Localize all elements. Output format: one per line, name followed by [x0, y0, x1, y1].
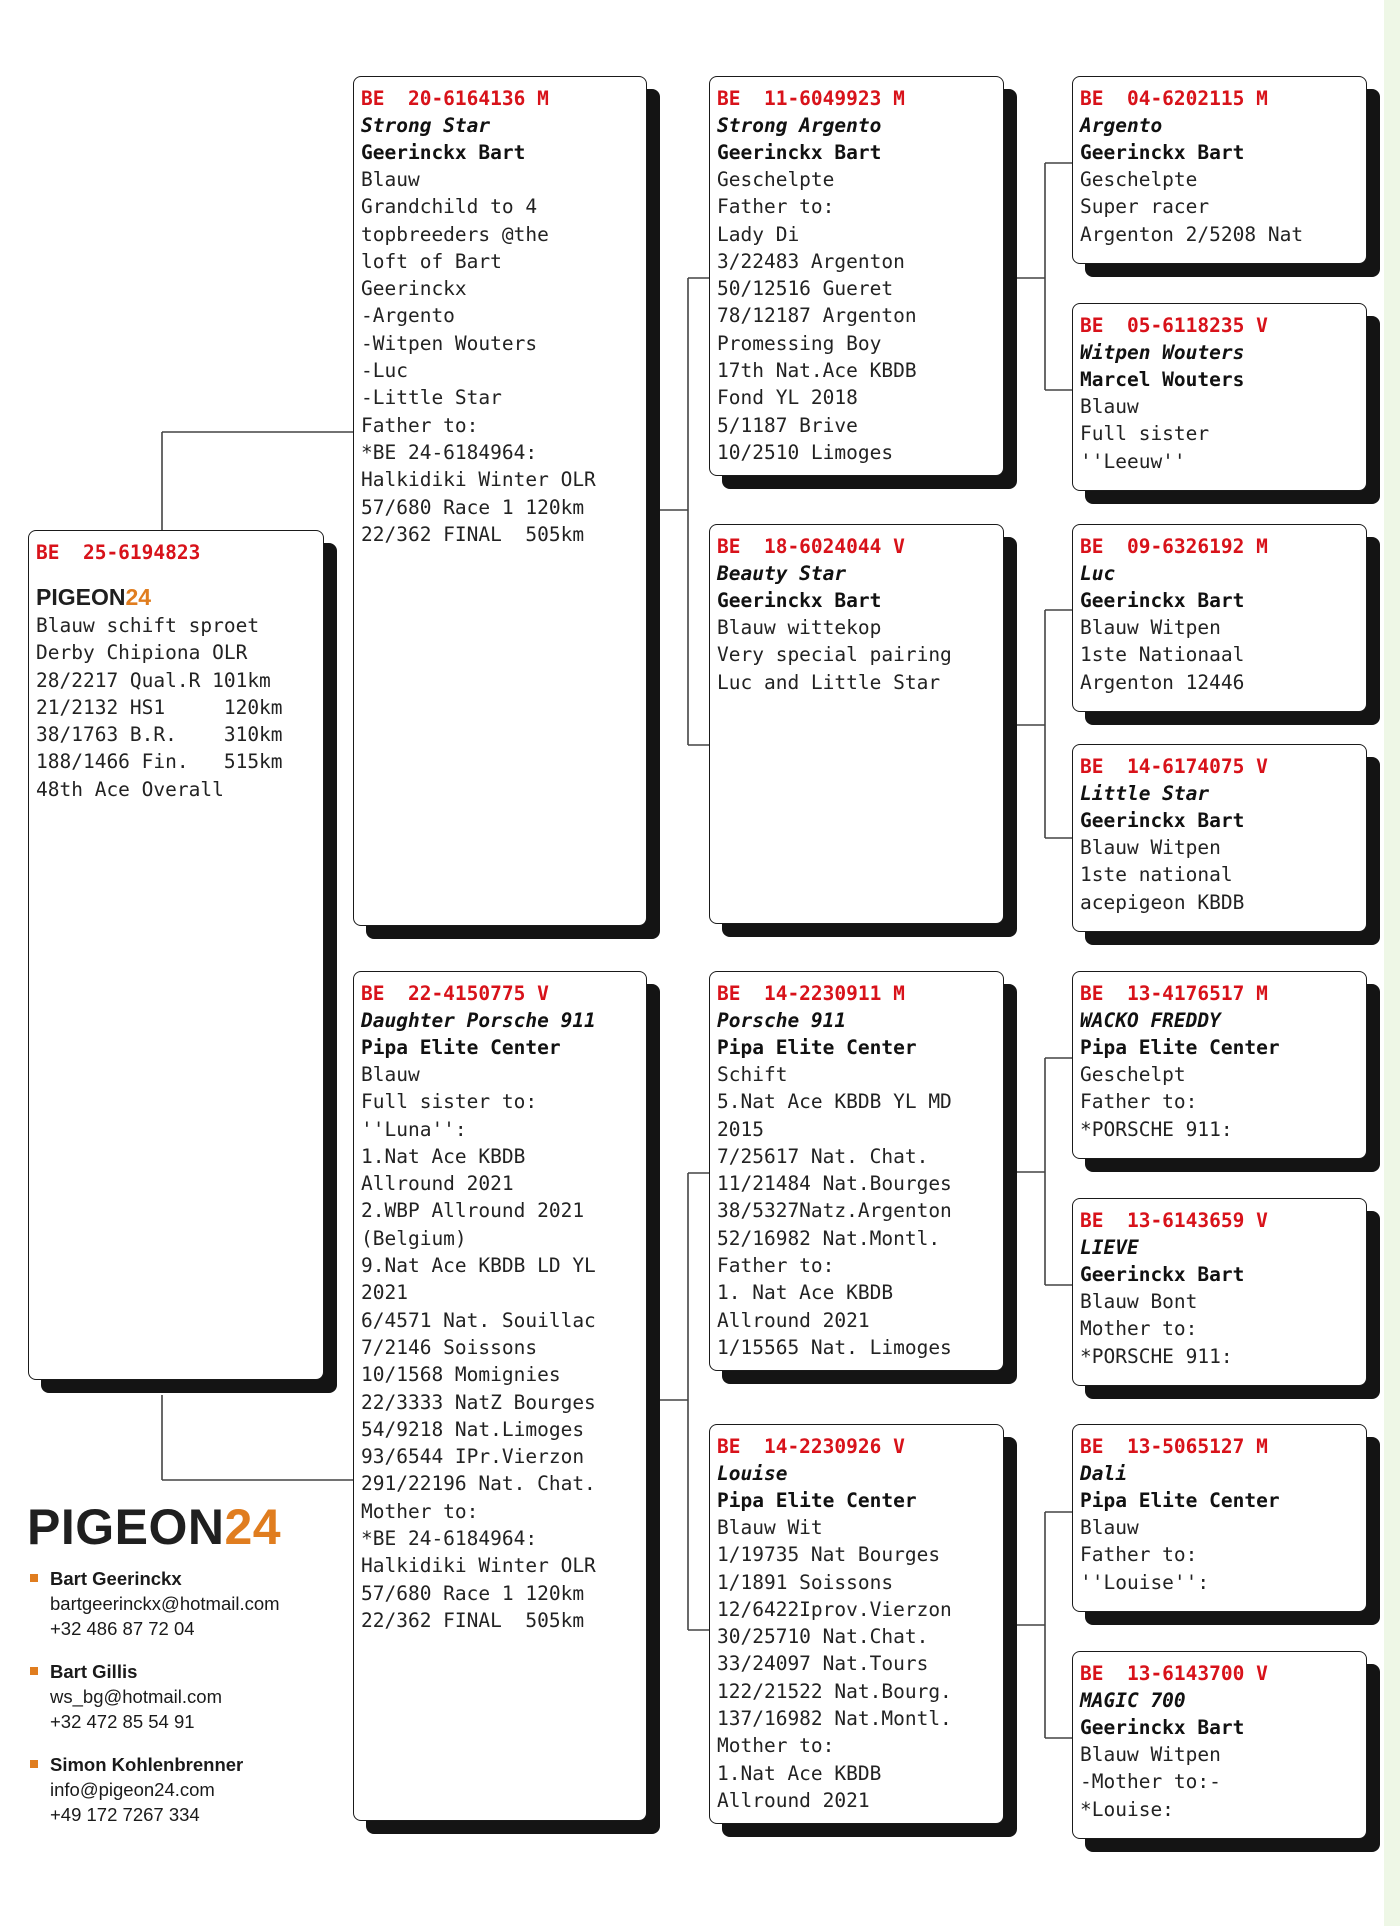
subject-card	[28, 530, 324, 1380]
detail-line: 7/2146 Soissons	[361, 1335, 538, 1359]
dam-sire-ring-number: BE 14-2230911 M	[717, 982, 905, 1005]
sire-sire-card	[709, 76, 1004, 476]
detail-line: Allround 2021	[717, 1788, 870, 1812]
detail-line: 11/21484 Nat.Bourges	[717, 1172, 952, 1196]
detail-line: 12/6422Iprov.Vierzon	[717, 1597, 952, 1621]
gg4-breeder: Geerinckx Bart	[1080, 809, 1245, 832]
detail-line: Mother to:	[717, 1734, 835, 1758]
gg6-details	[1080, 1288, 1359, 1370]
detail-line: Schift	[717, 1063, 788, 1086]
detail-line: -Little Star	[361, 386, 502, 410]
detail-line: 57/680 Race 1 120km	[361, 495, 585, 519]
detail-line: 1/19735 Nat Bourges	[717, 1543, 941, 1567]
detail-line: Full sister to:	[361, 1090, 538, 1114]
detail-line: Mother to:	[361, 1499, 479, 1523]
gg4-details	[1080, 834, 1359, 916]
detail-line: 2021	[361, 1281, 408, 1305]
detail-line: Luc and Little Star	[717, 670, 941, 694]
gg4-name: Little Star	[1080, 782, 1210, 805]
detail-line: 5/1187 Brive	[717, 413, 858, 437]
detail-line: Father to:	[717, 195, 835, 219]
sire-dam-breeder: Geerinckx Bart	[717, 589, 882, 612]
detail-line: Father to:	[1080, 1090, 1198, 1114]
sire-card	[353, 76, 647, 926]
dam-ring-number: BE 22-4150775 V	[361, 982, 549, 1005]
detail-line: Grandchild to 4	[361, 195, 538, 219]
sire-sire-details	[717, 166, 996, 466]
detail-line: 1/1891 Soissons	[717, 1570, 894, 1594]
dam-name: Daughter Porsche 911	[361, 1009, 596, 1032]
detail-line: Geerinckx	[361, 277, 467, 301]
dam-dam-name: Louise	[717, 1462, 788, 1485]
detail-line: Father to:	[361, 413, 479, 437]
contact-item	[28, 1752, 280, 1827]
contact-item	[28, 1566, 280, 1641]
dam-dam-ring-number: BE 14-2230926 V	[717, 1435, 905, 1458]
gg3-name: Luc	[1080, 562, 1116, 585]
detail-line: *BE 24-6184964:	[361, 440, 538, 464]
gg7-breeder: Pipa Elite Center	[1080, 1489, 1280, 1512]
detail-line: 188/1466 Fin. 515km	[36, 750, 283, 774]
detail-line: (Belgium)	[361, 1226, 467, 1250]
detail-line: Argenton 2/5208 Nat	[1080, 222, 1304, 246]
detail-line: Halkidiki Winter OLR	[361, 468, 596, 492]
detail-line: 52/16982 Nat.Montl.	[717, 1226, 941, 1250]
detail-line: Blauw	[1080, 1516, 1139, 1539]
detail-line: Blauw schift sproet	[36, 614, 260, 637]
detail-line: loft of Bart	[361, 249, 502, 273]
dam-dam-card	[709, 1424, 1004, 1824]
gg8-breeder: Geerinckx Bart	[1080, 1716, 1245, 1739]
detail-line: Halkidiki Winter OLR	[361, 1554, 596, 1578]
gg8-name: MAGIC 700	[1080, 1689, 1186, 1712]
contact-name: Bart Geerinckx	[50, 1568, 182, 1589]
detail-line: Full sister	[1080, 422, 1210, 446]
gg6-name: LIEVE	[1080, 1236, 1139, 1259]
detail-line: 9.Nat Ace KBDB LD YL	[361, 1254, 596, 1278]
detail-line: Derby Chipiona OLR	[36, 641, 248, 665]
dam-details	[361, 1061, 639, 1634]
gg4-ring-number: BE 14-6174075 V	[1080, 755, 1268, 778]
detail-line: 3/22483 Argenton	[717, 249, 905, 273]
bullet-square-icon	[30, 1667, 38, 1675]
detail-line: *BE 24-6184964:	[361, 1527, 538, 1551]
detail-line: 22/362 FINAL 505km	[361, 1608, 585, 1632]
detail-line: *PORSCHE 911:	[1080, 1344, 1233, 1368]
gg6-breeder: Geerinckx Bart	[1080, 1263, 1245, 1286]
sire-ring-number: BE 20-6164136 M	[361, 87, 549, 110]
dam-sire-card	[709, 971, 1004, 1371]
detail-line: *Louise:	[1080, 1797, 1174, 1821]
gg8-ring-number: BE 13-6143700 V	[1080, 1662, 1268, 1685]
detail-line: -Mother to:-	[1080, 1770, 1221, 1794]
detail-line: 10/1568 Momignies	[361, 1363, 561, 1387]
detail-line: Geschelpte	[717, 168, 835, 191]
gg8-details	[1080, 1741, 1359, 1823]
great-grandparent-card-8	[1072, 1651, 1367, 1839]
detail-line: Very special pairing	[717, 643, 952, 667]
detail-line: Blauw wittekop	[717, 616, 882, 639]
sire-dam-ring-number: BE 18-6024044 V	[717, 535, 905, 558]
detail-line: 54/9218 Nat.Limoges	[361, 1417, 585, 1441]
contact-email[interactable]: ws_bg@hotmail.com	[50, 1686, 222, 1707]
detail-line: 38/1763 B.R. 310km	[36, 723, 283, 747]
detail-line: acepigeon KBDB	[1080, 890, 1245, 914]
contact-email[interactable]: bartgeerinckx@hotmail.com	[50, 1593, 280, 1614]
detail-line: Father to:	[717, 1254, 835, 1278]
pigeon24-logo: PIGEON24	[27, 1499, 282, 1555]
sire-dam-details	[717, 614, 996, 696]
dam-card	[353, 971, 647, 1821]
dam-sire-breeder: Pipa Elite Center	[717, 1036, 917, 1059]
gg1-name: Argento	[1080, 114, 1163, 137]
detail-line: ''Louise'':	[1080, 1570, 1210, 1594]
detail-line: 291/22196 Nat. Chat.	[361, 1472, 596, 1496]
detail-line: 50/12516 Gueret	[717, 277, 894, 301]
gg2-name: Witpen Wouters	[1080, 341, 1245, 364]
detail-line: Super racer	[1080, 195, 1210, 219]
gg1-details	[1080, 166, 1359, 248]
sire-dam-name: Beauty Star	[717, 562, 847, 585]
detail-line: ''Leeuw''	[1080, 449, 1186, 473]
detail-line: 38/5327Natz.Argenton	[717, 1199, 952, 1223]
contact-email[interactable]: info@pigeon24.com	[50, 1779, 215, 1800]
gg1-ring-number: BE 04-6202115 M	[1080, 87, 1268, 110]
detail-line: *PORSCHE 911:	[1080, 1117, 1233, 1141]
sire-name: Strong Star	[361, 114, 491, 137]
detail-line: Blauw Wit	[717, 1516, 823, 1539]
detail-line: -Witpen Wouters	[361, 331, 538, 355]
great-grandparent-card-5	[1072, 971, 1367, 1159]
detail-line: Mother to:	[1080, 1317, 1198, 1341]
gg7-details	[1080, 1514, 1359, 1596]
great-grandparent-card-6	[1072, 1198, 1367, 1386]
bullet-square-icon	[30, 1574, 38, 1582]
contact-name: Bart Gillis	[50, 1661, 138, 1682]
detail-line: Promessing Boy	[717, 331, 882, 355]
detail-line: Blauw	[361, 168, 420, 191]
detail-line: 30/25710 Nat.Chat.	[717, 1625, 929, 1649]
detail-line: 57/680 Race 1 120km	[361, 1581, 585, 1605]
detail-line: 5.Nat Ace KBDB YL MD	[717, 1090, 952, 1114]
detail-line: Geschelpt	[1080, 1063, 1186, 1086]
detail-line: 2.WBP Allround 2021	[361, 1199, 585, 1223]
detail-line: 22/362 FINAL 505km	[361, 522, 585, 546]
detail-line: 93/6544 IPr.Vierzon	[361, 1445, 585, 1469]
detail-line: Allround 2021	[361, 1172, 514, 1196]
dam-sire-name: Porsche 911	[717, 1009, 847, 1032]
detail-line: 137/16982 Nat.Montl.	[717, 1707, 952, 1731]
sire-sire-breeder: Geerinckx Bart	[717, 141, 882, 164]
detail-line: 122/21522 Nat.Bourg.	[717, 1679, 952, 1703]
gg3-details	[1080, 614, 1359, 696]
detail-line: 1. Nat Ace KBDB	[717, 1281, 894, 1305]
subject-brand: PIGEON24	[36, 584, 152, 610]
detail-line: 28/2217 Qual.R 101km	[36, 668, 271, 692]
dam-breeder: Pipa Elite Center	[361, 1036, 561, 1059]
gg5-ring-number: BE 13-4176517 M	[1080, 982, 1268, 1005]
great-grandparent-card-1	[1072, 76, 1367, 264]
detail-line: 2015	[717, 1117, 764, 1141]
gg3-breeder: Geerinckx Bart	[1080, 589, 1245, 612]
detail-line: 1.Nat Ace KBDB	[361, 1144, 526, 1168]
detail-line: 22/3333 NatZ Bourges	[361, 1390, 596, 1414]
dam-dam-details	[717, 1514, 996, 1814]
detail-line: Blauw Witpen	[1080, 1743, 1221, 1766]
detail-line: Fond YL 2018	[717, 386, 858, 410]
gg5-breeder: Pipa Elite Center	[1080, 1036, 1280, 1059]
subject-ring-number: BE 25-6194823	[36, 541, 201, 564]
detail-line: Allround 2021	[717, 1308, 870, 1332]
detail-line: Father to:	[1080, 1543, 1198, 1567]
bullet-square-icon	[30, 1760, 38, 1768]
detail-line: Blauw Bont	[1080, 1290, 1198, 1313]
detail-line: 10/2510 Limoges	[717, 440, 894, 464]
contact-item	[28, 1659, 280, 1734]
gg5-details	[1080, 1061, 1359, 1143]
detail-line: 6/4571 Nat. Souillac	[361, 1308, 596, 1332]
gg1-breeder: Geerinckx Bart	[1080, 141, 1245, 164]
detail-line: 48th Ace Overall	[36, 777, 224, 801]
detail-line: 1ste Nationaal	[1080, 643, 1245, 667]
sire-details	[361, 166, 639, 548]
detail-line: Lady Di	[717, 222, 800, 246]
dam-dam-breeder: Pipa Elite Center	[717, 1489, 917, 1512]
gg3-ring-number: BE 09-6326192 M	[1080, 535, 1268, 558]
detail-line: Blauw Witpen	[1080, 836, 1221, 859]
gg2-ring-number: BE 05-6118235 V	[1080, 314, 1268, 337]
detail-line: 7/25617 Nat. Chat.	[717, 1144, 929, 1168]
gg5-name: WACKO FREDDY	[1080, 1009, 1221, 1032]
detail-line: 78/12187 Argenton	[717, 304, 917, 328]
contact-phone[interactable]: +32 486 87 72 04	[50, 1618, 195, 1639]
contact-phone[interactable]: +32 472 85 54 91	[50, 1711, 195, 1732]
subject-details	[36, 612, 316, 803]
contact-list	[28, 1566, 280, 1845]
dam-sire-details	[717, 1061, 996, 1361]
detail-line: Blauw Witpen	[1080, 616, 1221, 639]
detail-line: 21/2132 HS1 120km	[36, 695, 283, 719]
detail-line: -Argento	[361, 304, 455, 328]
detail-line: 17th Nat.Ace KBDB	[717, 359, 917, 383]
sire-sire-ring-number: BE 11-6049923 M	[717, 87, 905, 110]
detail-line: 1.Nat Ace KBDB	[717, 1761, 882, 1785]
detail-line: 33/24097 Nat.Tours	[717, 1652, 929, 1676]
detail-line: Geschelpte	[1080, 168, 1198, 191]
contact-name: Simon Kohlenbrenner	[50, 1754, 244, 1775]
sire-breeder: Geerinckx Bart	[361, 141, 526, 164]
sire-sire-name: Strong Argento	[717, 114, 882, 137]
detail-line: Argenton 12446	[1080, 670, 1245, 694]
gg7-ring-number: BE 13-5065127 M	[1080, 1435, 1268, 1458]
great-grandparent-card-3	[1072, 524, 1367, 712]
detail-line: topbreeders @the	[361, 222, 549, 246]
detail-line: Blauw	[1080, 395, 1139, 418]
great-grandparent-card-4	[1072, 744, 1367, 932]
detail-line: ''Luna'':	[361, 1117, 467, 1141]
detail-line: 1/15565 Nat. Limoges	[717, 1335, 952, 1359]
great-grandparent-card-7	[1072, 1424, 1367, 1612]
detail-line: 1ste national	[1080, 863, 1233, 887]
contact-phone[interactable]: +49 172 7267 334	[50, 1804, 200, 1825]
detail-line: -Luc	[361, 359, 408, 383]
gg7-name: Dali	[1080, 1462, 1127, 1485]
gg6-ring-number: BE 13-6143659 V	[1080, 1209, 1268, 1232]
great-grandparent-card-2	[1072, 303, 1367, 491]
gg2-details	[1080, 393, 1359, 475]
gg2-breeder: Marcel Wouters	[1080, 368, 1245, 391]
sire-dam-card	[709, 524, 1004, 924]
detail-line: Blauw	[361, 1063, 420, 1086]
